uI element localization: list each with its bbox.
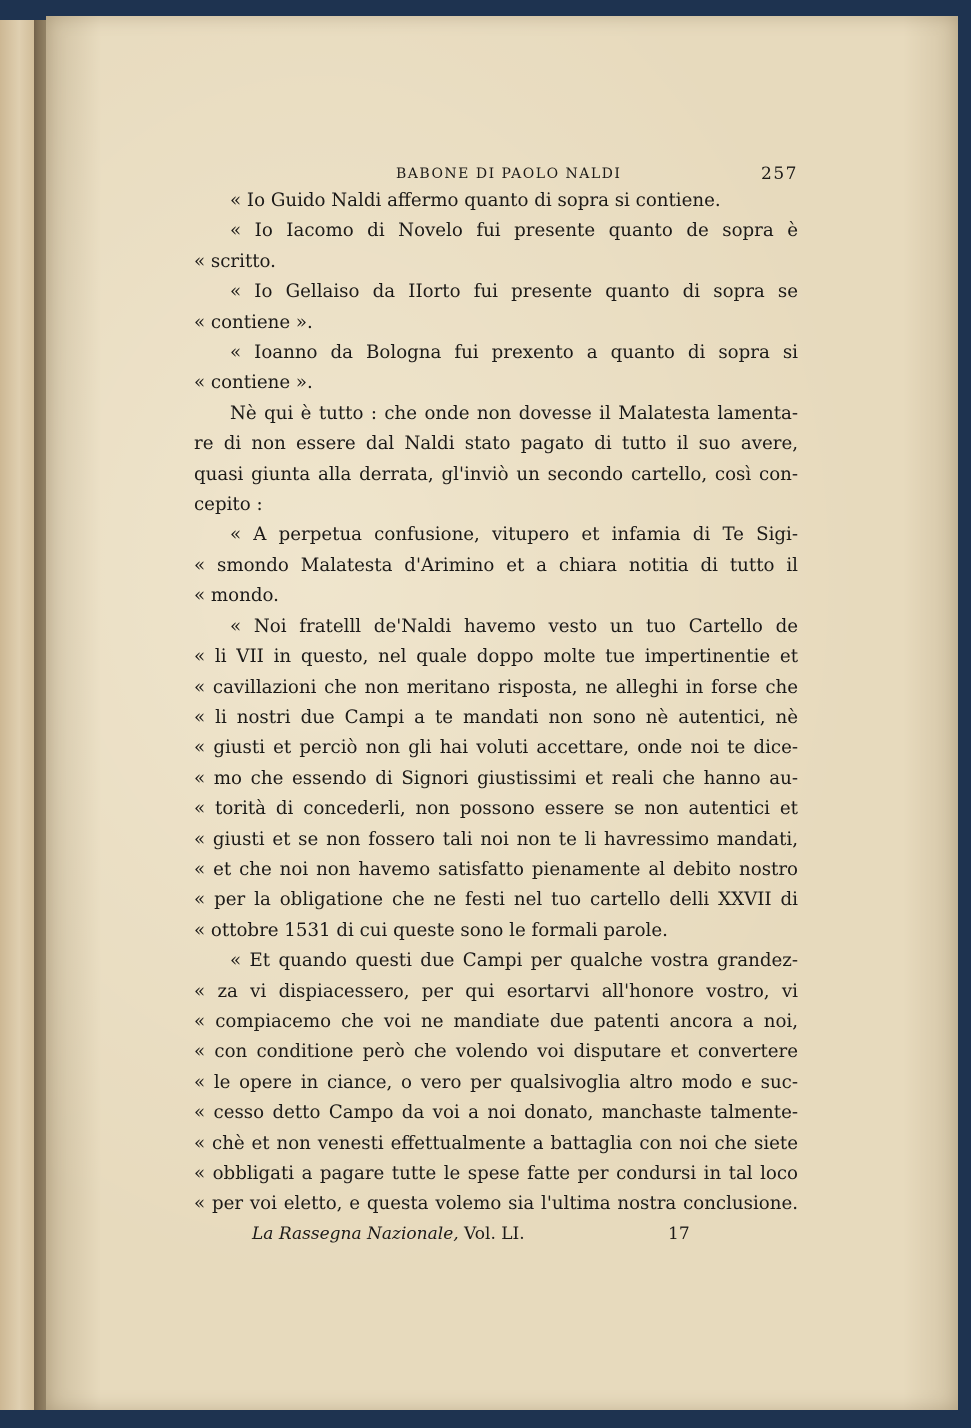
- text-line: « contiene ».: [194, 311, 313, 333]
- text-line: « Io Guido Naldi affermo quanto di sopra si contiene.: [230, 190, 721, 211]
- text-line: « Io Iacomo di Novelo fui presente quanto de sopra è: [230, 220, 798, 242]
- text-line: quasi giunta alla derrata, gl'inviò un secondo cartello, così con-: [194, 463, 798, 485]
- text-line: « le opere in ciance, o vero per qualsivoglia altro modo e suc-: [194, 1071, 798, 1093]
- page-footer: [194, 1224, 798, 1254]
- page-number: 257: [761, 164, 798, 184]
- journal-citation: [252, 1224, 525, 1244]
- text-line: « per la obligatione che ne festi nel tuo cartello delli XXVII di: [194, 889, 798, 911]
- text-line: « cavillazioni che non meritano risposta, ne alleghi in forse che: [194, 676, 798, 698]
- text-line: « cesso detto Campo da voi a noi donato, manchaste talmente-: [194, 1102, 798, 1124]
- text-line: re di non essere dal Naldi stato pagato di tutto il suo avere,: [194, 433, 798, 455]
- text-line: « compiacemo che voi ne mandiate due patenti ancora a noi,: [194, 1010, 798, 1032]
- journal-title: La Rassegna Nazionale,: [252, 1223, 459, 1244]
- text-line: « contiene ».: [194, 372, 313, 394]
- text-line: « et che noi non havemo satisfatto pienamente al debito nostro: [194, 858, 798, 880]
- text-line: « giusti et perciò non gli hai voluti accettare, onde noi te dice-: [194, 737, 798, 759]
- text-line: « Io Gellaiso da IIorto fui presente quanto di sopra se: [230, 281, 798, 303]
- text-line: « torità di concederli, non possono essere se non autentici et: [194, 798, 798, 820]
- text-line: « mondo.: [194, 585, 279, 607]
- page-text-block: [194, 164, 798, 1254]
- text-line: « Ioanno da Bologna fui prexento a quanto di sopra si: [230, 342, 798, 364]
- running-head-title: BABONE DI PAOLO NALDI: [396, 166, 622, 182]
- text-line: « per voi eletto, e questa volemo sia l'ultima nostra conclusione.: [194, 1193, 798, 1215]
- book-page: [46, 16, 958, 1410]
- signature-mark: 17: [668, 1223, 690, 1244]
- text-line: « mo che essendo di Signori giustissimi et reali che hanno au-: [194, 767, 798, 789]
- text-line: « li nostri due Campi a te mandati non sono nè autentici, nè: [194, 706, 798, 728]
- text-line: « ottobre 1531 di cui queste sono le formali parole.: [194, 919, 668, 941]
- text-line: « Noi fratelll de'Naldi havemo vesto un tuo Cartello de: [230, 615, 798, 637]
- text-line: « Et quando questi due Campi per qualche vostra grandez-: [230, 950, 798, 972]
- text-line: « obbligati a pagare tutte le spese fatte per condursi in tal loco: [194, 1163, 798, 1184]
- running-head: [194, 164, 798, 186]
- body-text: [194, 186, 798, 1220]
- text-line: « A perpetua confusione, vitupero et infamia di Te Sigi-: [230, 524, 798, 546]
- text-line: « chè et non venesti effettualmente a battaglia con noi che siete: [194, 1132, 798, 1154]
- text-line: « con conditione però che volendo voi disputare et convertere: [194, 1041, 798, 1063]
- text-line: « smondo Malatesta d'Arimino et a chiara notitia di tutto il: [194, 554, 798, 576]
- text-line: cepito :: [194, 494, 263, 516]
- text-line: Nè qui è tutto : che onde non dovesse il Malatesta lamenta-: [230, 402, 798, 424]
- text-line: « giusti et se non fossero tali noi non te li havressimo mandati,: [194, 828, 798, 850]
- journal-volume: Vol. LI.: [458, 1223, 525, 1244]
- text-line: « scritto.: [194, 250, 276, 272]
- text-line: « za vi dispiacessero, per qui esortarvi all'honore vostro, vi: [194, 980, 798, 1002]
- text-line: « li VII in questo, nel quale doppo molte tue impertinentie et: [194, 646, 798, 668]
